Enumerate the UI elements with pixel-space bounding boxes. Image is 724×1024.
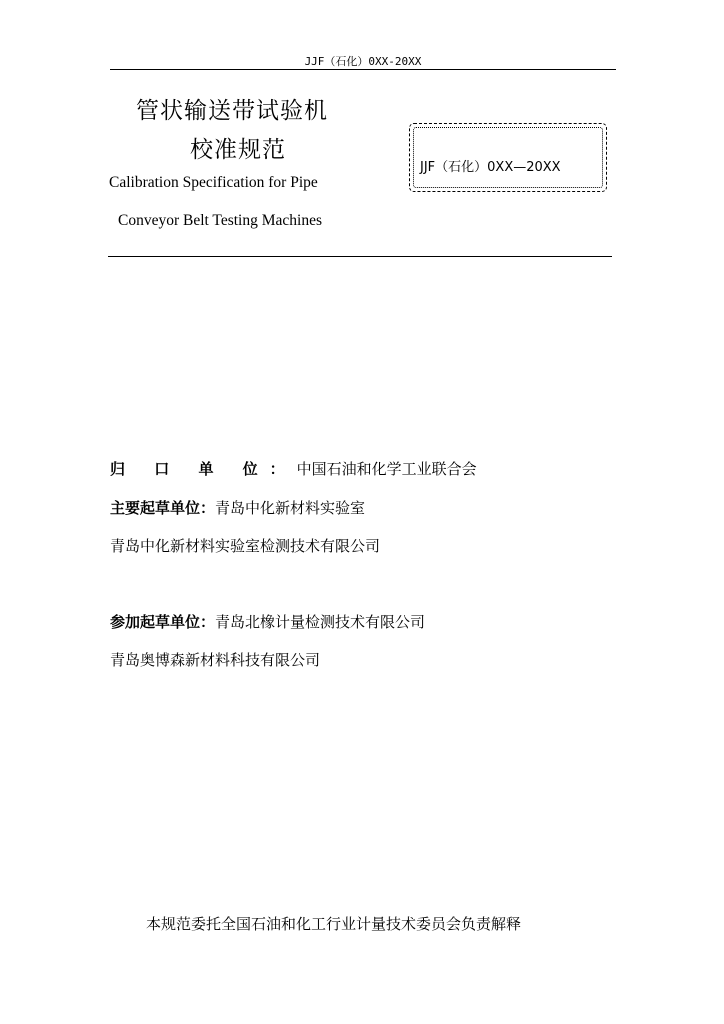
centralized-unit-label: 归 口 单 位：	[110, 460, 297, 478]
participating-drafter-value: 青岛北橡计量检测技术有限公司	[215, 613, 426, 631]
title-en-line-2: Conveyor Belt Testing Machines	[118, 212, 322, 229]
centralized-unit-value: 中国石油和化学工业联合会	[296, 460, 477, 478]
main-drafter-value: 青岛中化新材料实验室	[215, 499, 366, 517]
footer-note: 本规范委托全国石油和化工行业计量技术委员会负责解释	[146, 915, 522, 933]
title-rule	[108, 256, 612, 257]
main-drafter-row	[110, 497, 365, 518]
participating-drafter-row	[110, 611, 425, 632]
main-drafter-continuation: 青岛中化新材料实验室检测技术有限公司	[110, 537, 381, 555]
title-cn-line-1: 管状输送带试验机	[136, 98, 328, 124]
running-header: JJF（石化）0XX-20XX	[304, 55, 422, 68]
participating-drafter-label: 参加起草单位：	[110, 613, 216, 631]
participating-drafter-continuation: 青岛奥博森新材料科技有限公司	[110, 651, 321, 669]
document-code: JJF（石化）0XX—20XX	[420, 160, 561, 175]
centralized-unit-row	[110, 458, 477, 479]
title-en-line-1: Calibration Specification for Pipe	[109, 174, 318, 191]
main-drafter-label: 主要起草单位：	[110, 499, 216, 517]
header-rule	[110, 69, 616, 70]
title-cn-line-2: 校准规范	[190, 137, 286, 163]
